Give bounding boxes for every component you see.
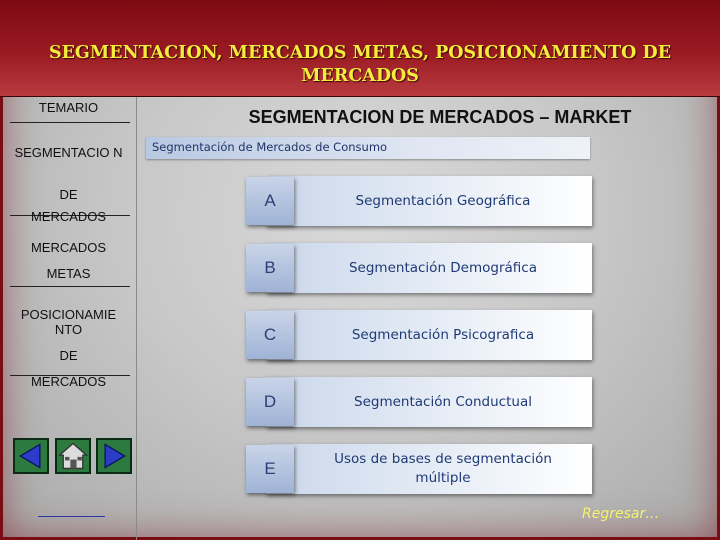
segment-badge: C: [246, 311, 294, 359]
segment-label: Segmentación Conductual: [354, 393, 532, 410]
arrow-left-icon: [15, 440, 47, 472]
arrow-right-icon: [98, 440, 130, 472]
regresar-link[interactable]: Regresar…: [582, 506, 660, 522]
prev-slide-button[interactable]: [13, 438, 49, 474]
main-title: SEGMENTACION DE MERCADOS – MARKET: [248, 107, 632, 127]
sidebar-item-mercados-metas[interactable]: MERCADOS: [30, 240, 107, 255]
segment-row-b[interactable]: [246, 243, 592, 293]
segment-label: Segmentación Demográfica: [348, 259, 537, 276]
sidebar-temario[interactable]: TEMARIO: [38, 100, 99, 115]
segment-row-e[interactable]: [246, 444, 592, 494]
segment-badge: B: [246, 244, 294, 292]
title-bar: [0, 0, 720, 97]
segment-label: Usos de bases de segmentación múltiple: [334, 451, 552, 486]
sidebar-item-metas[interactable]: METAS: [46, 266, 91, 281]
segment-badge: D: [246, 378, 294, 426]
nav-underline: [38, 516, 105, 517]
sidebar-item-posicionamiento[interactable]: POSICIONAMIE NTO: [20, 307, 117, 337]
sidebar-item-de[interactable]: DE: [59, 187, 78, 202]
home-button[interactable]: [55, 438, 91, 474]
sidebar: [0, 97, 137, 540]
next-slide-button[interactable]: [96, 438, 132, 474]
segment-row-c[interactable]: [246, 310, 592, 360]
segment-badge: A: [246, 177, 294, 225]
sidebar-item-de-2[interactable]: DE: [59, 348, 78, 363]
sidebar-item-mercados-2[interactable]: MERCADOS: [30, 374, 107, 389]
segment-badge: E: [246, 445, 294, 493]
segment-label: Segmentación Psicografica: [351, 326, 535, 343]
segment-row-d[interactable]: [246, 377, 592, 427]
segment-label: Segmentación Geográfica: [355, 192, 531, 209]
sidebar-divider: [10, 286, 130, 287]
diagram-header: Segmentación de Mercados de Consumo: [146, 137, 590, 159]
page-title: SEGMENTACION, MERCADOS METAS, POSICIONAMIENTO DE MERCADOS: [48, 43, 672, 86]
home-icon: [57, 440, 89, 472]
sidebar-item-mercados[interactable]: MERCADOS: [30, 209, 107, 224]
segment-row-a[interactable]: [246, 176, 592, 226]
sidebar-divider: [10, 122, 130, 123]
sidebar-item-segmentacion[interactable]: SEGMENTACIO N: [14, 145, 123, 160]
